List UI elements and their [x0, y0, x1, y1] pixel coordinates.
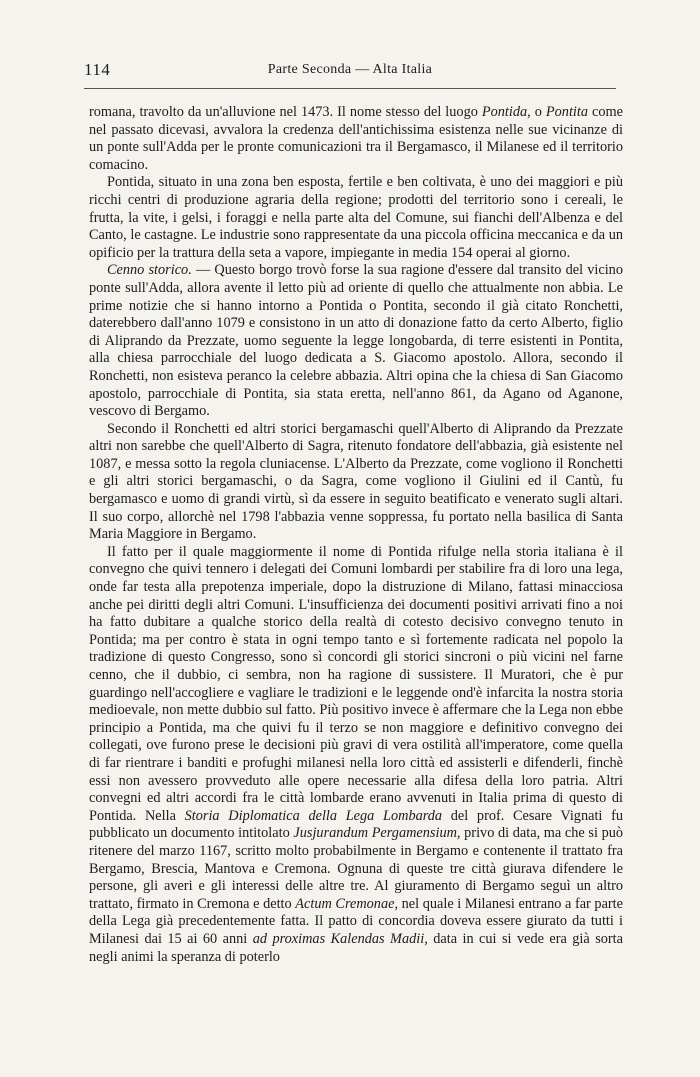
paragraph — [89, 174, 623, 262]
page-header — [84, 60, 616, 88]
text-run: , o — [527, 104, 546, 120]
italic-text: ad proximas Kalendas Madii, — [252, 930, 428, 947]
italic-text: Jusjurandum Pergamensium, — [293, 825, 461, 842]
text-run: come nel passato dicevasi, avvalora la credenza dell'antichissima esistenza nelle sue vicinanze di un ponte sull'Adda per le pronte comunicazioni tra il Bergamasco, il Milanese ed il territorio comacino. — [89, 104, 623, 173]
text-run: — Questo borgo trovò forse la sua ragione d'essere dal transito del vicino ponte sull'Adda, allora avente il letto più ad oriente di quello che attualmente non abbia. Le prime notizie che si hanno intorno a Pontida o Pontita, secondo il già citato Ronchetti, daterebbero dall'anno 1079 e consistono in un atto di donazione fatto da certo Alberto, figlio di Aliprando da Prezzate, uomo seguente la legge longobarda, di terre esistenti in Pontita, alla chiesa parrocchiale del luogo dedicata a S. Giacomo apostolo. Allora, secondo il Ronchetti, non esisteva peranco la celebre abbazia. Altri opina che la chiesa di San Giacomo apostolo, parrocchiale di Pontita, sia stata eretta, nell'anno 861, da Agano od Aganone, vescovo di Bergamo. — [89, 262, 623, 420]
text-run: data in cui si vede era già sorta negli animi la speranza di poterlo — [89, 930, 623, 965]
italic-text: Cenno storico. — [107, 262, 192, 279]
italic-text: Pontita — [545, 104, 589, 120]
text-run: Il fatto per il quale maggiormente il nome di Pontida rifulge nella storia italiana è il convegno che quivi tennero i delegati dei Comuni lombardi per stabilire fra di loro una lega, onde far testa alla prepotenza imperiale, dopo la distruzione di Milano, fattasi minacciosa anche pei diritti degli altri Comuni. L'insufficienza dei documenti positivi arrivati fino a noi ha fatto dubitare a qualche storico della realtà di cotesto decisivo convegno tenuto in Pontida; ma per contro è stata in ogni tempo tanto e sì fortemente radicata nel popolo la tradizione di questo Congresso, sono sì concordi gli storici sincroni o più vicini nel farne cenno, che il dubbio, ci sembra, non ha ragione di sussistere. Il Muratori, che è pur guardingo nell'accogliere e vagliare le tradizioni e le leggende ond'è infarcita la nostra storia medioevale, non mette dubbio sul fatto. Più positivo invece è affermare che la Lega non ebbe principio a Pontida, ma che quivi fu il terzo se non maggiore e definitivo convegno dei collegati, ove furono prese le decisioni più gravi di vera ostilità all'imperatore, come quella di far rientrare i banditi e profughi milanesi nella loro città ed assisterli e difenderli, finchè essi non avessero provveduto alle opere necessarie alla difesa della loro patria. Altri convegni ed altri accordi fra le città lombarde erano avvenuti in Italia prima di questo di Pontida. Nella — [89, 543, 623, 824]
text-run: Secondo il Ronchetti ed altri storici bergamaschi quell'Alberto di Aliprando da Prezzate altri non sarebbe che quell'Alberto di Sagra, ritenuto fondatore dell'abbazia, già esistente nel 1087, e messa sotto la regola cluniacense. L'Alberto da Prezzate, come vogliono il Ronchetti e gli altri storici bergamaschi, o da Sagra, come vogliono il Giulini ed il Cantù, fu bergamasco e uomo di grandi virtù, sì da essere in seguito beatificato e venerato sugli altari. Il suo corpo, allorchè nel 1798 l'abbazia venne soppressa, fu portato nella basilica di Santa Maria Maggiore in Bergamo. — [89, 420, 623, 543]
italic-text: Pontida — [481, 104, 528, 120]
text-run: romana, travolto da un'alluvione nel 1473. Il nome stesso del luogo — [89, 104, 482, 120]
text-run: nel quale i Milanesi entrano a far parte della Lega già precedentemente fatta. Il patto di concordia doveva essere giurato da tutti i Milanesi dai 15 ai 60 anni — [89, 895, 624, 947]
paragraph — [89, 544, 623, 966]
running-title: Parte Seconda — Alta Italia — [267, 62, 433, 77]
italic-text: Storia Diplomatica della Lega Lombarda — [184, 807, 443, 824]
body-text — [89, 104, 623, 966]
paragraph — [89, 421, 623, 544]
page-number: 114 — [84, 60, 111, 79]
text-run: privo di data, ma che si può ritenere del marzo 1167, scritto molto probabilmente in Bergamo e contenente il trattato fra Bergamo, Brescia, Mantova e Cremona. Ognuna di queste tre città giurava difendere le persone, gli averi e gli interessi delle altre tre. Al giuramento di Bergamo seguì un altro trattato, firmato in Cremona e detto — [89, 825, 624, 912]
paragraph — [89, 262, 623, 420]
italic-text: Actum Cremonae, — [295, 895, 399, 912]
paragraph — [89, 104, 623, 174]
text-run: del prof. Cesare Vignati fu pubblicato un documento intitolato — [89, 807, 623, 842]
header-rule — [84, 88, 616, 89]
text-run: Pontida, situato in una zona ben esposta, fertile e ben coltivata, è uno dei maggiori e più ricchi centri di produzione agraria della regione; prodotti del territorio sono i cereali, le frutta, la vite, i gelsi, i foraggi e nella parte alta del Comune, sui fianchi dell'Albenza e del Canto, le castagne. Le industrie sono rappresentate da una piccola officina meccanica e da un opificio per la trattura della seta a vapore, impiegante in media 154 operai al giorno. — [89, 174, 623, 261]
